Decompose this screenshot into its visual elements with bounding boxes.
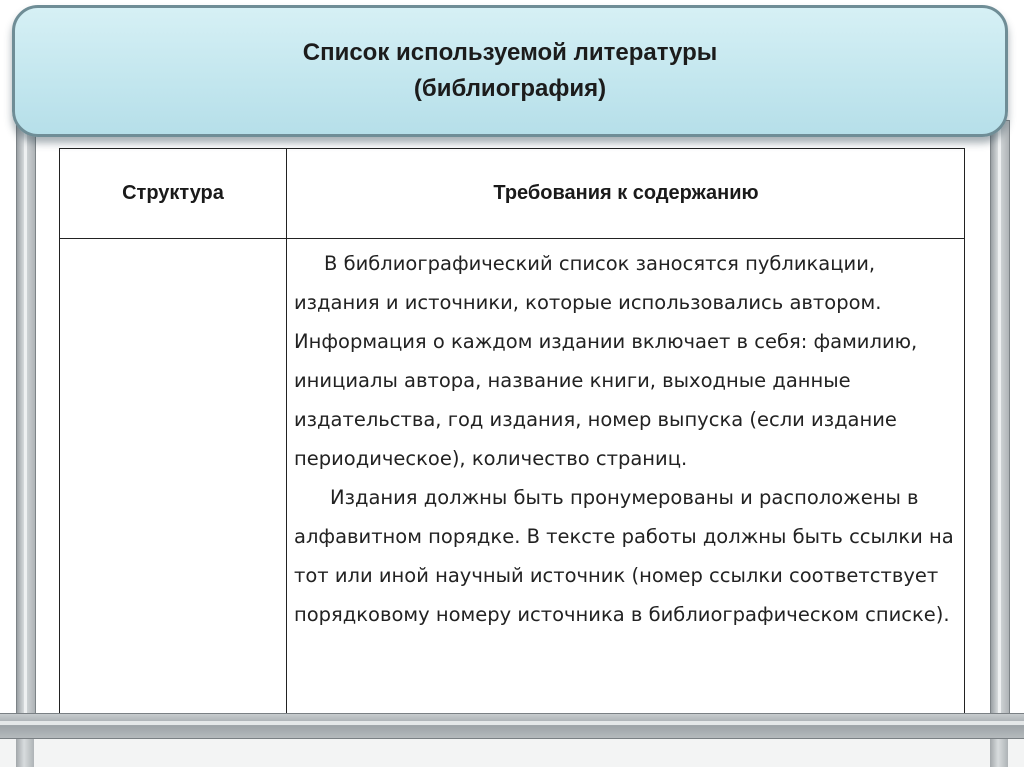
header-requirements: Требования к содержанию — [493, 182, 759, 204]
frame-left-post — [16, 120, 36, 722]
title-banner — [12, 5, 1008, 137]
column-divider — [286, 149, 287, 767]
frame-base — [0, 739, 1024, 767]
slide-subtitle: (библиография) — [413, 75, 607, 102]
slide-title: Список используемой литературы — [302, 39, 718, 66]
header-structure: Структура — [122, 182, 224, 204]
frame-left-foot — [16, 739, 34, 767]
content-table — [59, 148, 965, 767]
header-divider — [60, 238, 964, 239]
frame-right-foot — [990, 739, 1008, 767]
frame-right-post — [990, 120, 1010, 722]
paragraph-numbering-rules: Издания должны быть пронумерованы и расположены в алфавитном порядке. В тексте работы должны быть ссылки на тот или иной научный источник (номер ссылки соответствует порядковому номеру источника в библиографическом списке). — [294, 486, 954, 626]
paragraph-bibliography-info: В библиографический список заносятся публикации, издания и источники, которые использовались автором. Информация о каждом издании включает в себя: фамилию, инициалы автора, название книги, выходные данные издательства, год издания, номер выпуска (если издание периодическое), количество страниц. — [294, 252, 918, 470]
requirements-text — [294, 244, 959, 634]
frame-bottom-bar — [0, 713, 1024, 739]
